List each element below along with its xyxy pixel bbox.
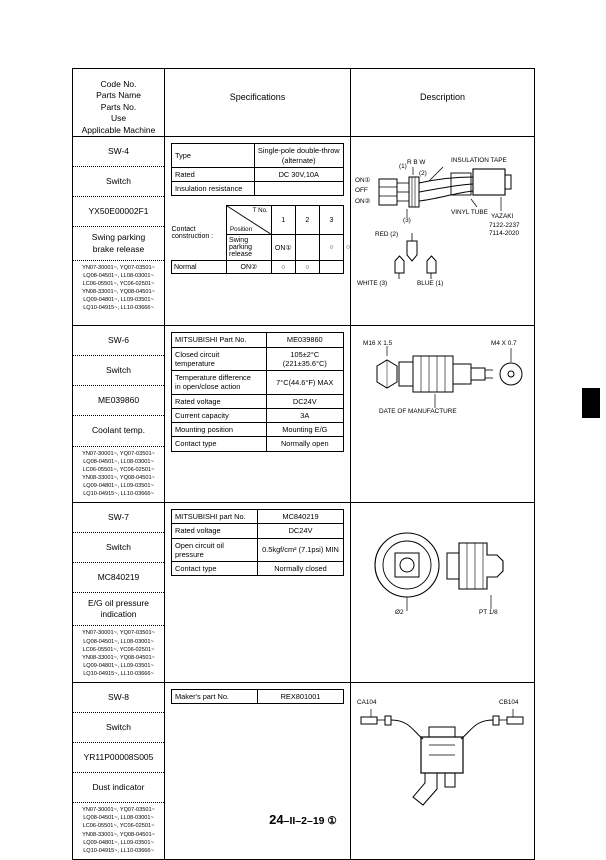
spec-value: Normally open: [266, 437, 343, 451]
parts-name-sw8: Switch: [73, 713, 164, 743]
label-red: RED (2): [375, 231, 398, 238]
spec-value-line1: Single-pole double-throw: [258, 146, 340, 155]
contact-construction-table-sw4: [171, 205, 344, 274]
spec-value: 0.5kgf/cm² (7.1psi) MIN: [258, 538, 344, 562]
spec-row: [172, 510, 344, 524]
page-footer: [0, 812, 606, 827]
spec-label: Maker's part No.: [172, 690, 258, 704]
machine-code: YN08-33001~, YQ08-04501~: [75, 831, 162, 839]
label-ca104: CA104: [357, 699, 377, 706]
spec-value: [266, 347, 343, 371]
spec-value: 3A: [266, 408, 343, 422]
spec-label: [172, 347, 267, 371]
spec-row: [172, 524, 344, 538]
label-thread-left: M16 X 1.5: [363, 340, 392, 347]
applicable-machine-sw4: [73, 261, 164, 317]
spec-value: DC24V: [258, 524, 344, 538]
spec-row: [172, 538, 344, 562]
label-insulation-tape: INSULATION TAPE: [451, 157, 507, 164]
label-wire-1: (1): [399, 163, 407, 170]
machine-code: LQ10-04915~, LL10-03666~: [75, 847, 162, 855]
parts-name-sw4: Switch: [73, 167, 164, 197]
spec-value-line2: (221±35.6°C): [270, 359, 340, 368]
applicable-machine-sw7: [73, 626, 164, 682]
label-wire-3: (3): [403, 217, 411, 224]
code-no-sw6: SW-6: [73, 326, 164, 356]
header-cell-identification: [73, 69, 165, 137]
table-row: [73, 503, 535, 683]
contact-row-label: Swing parking release: [227, 235, 272, 261]
pressure-switch-diagram: [351, 503, 533, 655]
machine-code: LQ10-04915~, LL10-03666~: [75, 304, 162, 312]
footer-chapter-number: 24: [269, 812, 283, 827]
header-description-label: Description: [351, 69, 534, 103]
machine-code: LC06-05501~, YC06-02501~: [75, 822, 162, 830]
machine-code: LQ09-04801~, LL09-03501~: [75, 662, 162, 670]
contact-mark: ○: [295, 261, 319, 274]
machine-code: YN08-33001~, YQ08-04501~: [75, 654, 162, 662]
parts-specification-table: [72, 68, 535, 860]
spec-label-line2: temperature: [175, 359, 263, 368]
spec-label: Current capacity: [172, 408, 267, 422]
use-sw7-line1: E/G oil pressure: [75, 598, 162, 609]
spec-value: MC840219: [258, 510, 344, 524]
description-cell-sw4: [351, 137, 535, 326]
spec-label: Type: [172, 144, 255, 168]
contact-construction-title: [172, 206, 227, 261]
machine-code: LC06-05501~, YC06-02501~: [75, 466, 162, 474]
table-row: [73, 683, 535, 860]
machine-code: YN08-33001~, YQ08-04501~: [75, 288, 162, 296]
parts-no-sw4: YX50E00002F1: [73, 197, 164, 227]
specifications-cell-sw7: [165, 503, 351, 683]
code-no-sw4: SW-4: [73, 137, 164, 167]
specifications-cell-sw4: [165, 137, 351, 326]
spec-value: DC24V: [266, 394, 343, 408]
spec-table-sw6: [171, 332, 344, 451]
spec-value-line1: 105±2°C: [270, 350, 340, 359]
machine-code: LQ08-04501~, LL08-03001~: [75, 638, 162, 646]
machine-code: YN07-30001~, YQ07-03501~: [75, 264, 162, 272]
header-parts-no: Parts No.: [73, 102, 164, 113]
spec-row: [172, 408, 344, 422]
parts-no-sw6: ME039860: [73, 386, 164, 416]
contact-axis-cell: [227, 206, 272, 235]
description-cell-sw7: [351, 503, 535, 683]
header-cell-description: [351, 69, 535, 137]
spec-value: Normally closed: [258, 562, 344, 576]
identification-cell-sw4: [73, 137, 165, 326]
spec-value: [254, 182, 343, 196]
identification-cell-sw6: [73, 326, 165, 503]
use-sw6: Coolant temp.: [73, 416, 164, 446]
spec-row: [172, 182, 344, 196]
specifications-cell-sw6: [165, 326, 351, 503]
table-header-row: [73, 69, 535, 137]
spec-row: [172, 371, 344, 395]
diagram-sw6: [351, 326, 533, 468]
table-row: [73, 137, 535, 326]
machine-code: LQ09-04801~, LL09-03501~: [75, 839, 162, 847]
label-cb104: CB104: [499, 699, 519, 706]
spec-label: Rated voltage: [172, 394, 267, 408]
spec-wrapper-sw4: [165, 137, 350, 280]
contact-col-1: 1: [271, 206, 295, 235]
contact-position-label: Position: [230, 226, 252, 233]
identification-cell-sw7: [73, 503, 165, 683]
label-date-of-manufacture: DATE OF MANUFACTURE: [379, 408, 457, 415]
spec-wrapper-sw6: [165, 326, 350, 457]
machine-code: LQ10-04915~, LL10-03666~: [75, 490, 162, 498]
label-blue: BLUE (1): [417, 280, 443, 287]
label-off: OFF: [355, 187, 368, 194]
diagram-sw4: [351, 137, 533, 325]
use-sw7: [73, 593, 164, 626]
spec-row: [172, 144, 344, 168]
spec-label-line2: pressure: [175, 550, 254, 559]
spec-value: Mounting E/G: [266, 423, 343, 437]
contact-title-line1: Contact: [172, 226, 225, 233]
contact-header-row: [172, 206, 344, 235]
header-specifications-label: Specifications: [165, 69, 350, 103]
header-cell-specifications: [165, 69, 351, 137]
spec-label: Rated voltage: [172, 524, 258, 538]
machine-code: LQ08-04501~, LL08-03001~: [75, 814, 162, 822]
machine-code: YN07-30001~, YQ07-03501~: [75, 450, 162, 458]
label-on2: ON②: [355, 198, 370, 205]
spec-label-line1: Closed circuit: [175, 350, 263, 359]
label-wire-2: (2): [419, 170, 427, 177]
spec-table-sw8: [171, 689, 344, 704]
machine-code: LQ08-04501~, LL08-03001~: [75, 272, 162, 280]
spec-value-line2: (alternate): [258, 156, 340, 165]
label-rbw: R B W: [407, 159, 425, 166]
spec-label-line1: Open circuit oil: [175, 541, 254, 550]
code-no-sw7: SW-7: [73, 503, 164, 533]
code-no-sw8: SW-8: [73, 683, 164, 713]
contact-mark: ○: [319, 235, 343, 261]
spec-label: Contact type: [172, 562, 258, 576]
diagram-sw8: [351, 683, 533, 819]
description-cell-sw6: [351, 326, 535, 503]
contact-mark: [319, 261, 343, 274]
use-sw4: [73, 227, 164, 260]
contact-row-on: ON①: [271, 235, 295, 261]
contact-row: [172, 261, 344, 274]
use-sw7-line2: indication: [75, 609, 162, 620]
spec-label: Contact type: [172, 437, 267, 451]
spec-wrapper-sw7: [165, 503, 350, 582]
spec-row: [172, 437, 344, 451]
machine-code: LC06-05501~, YC06-02501~: [75, 646, 162, 654]
contact-tno-label: T No.: [253, 207, 268, 214]
contact-mark: ○: [271, 261, 295, 274]
header-use: Use: [73, 113, 164, 124]
applicable-machine-sw6: [73, 447, 164, 503]
temperature-switch-diagram: [351, 326, 533, 468]
diagram-sw7: [351, 503, 533, 655]
label-vinyl-tube: VINYL TUBE: [451, 209, 488, 216]
identification-cell-sw8: [73, 683, 165, 860]
spec-table-sw7: [171, 509, 344, 576]
spec-row: [172, 690, 344, 704]
spec-value: REX801001: [258, 690, 344, 704]
contact-col-3: 3: [319, 206, 343, 235]
contact-col-2: 2: [295, 206, 319, 235]
spec-row: [172, 394, 344, 408]
spec-wrapper-sw8: [165, 683, 350, 710]
label-on1: ON①: [355, 177, 370, 184]
contact-row-label: Normal: [172, 261, 227, 274]
label-diameter: Ø2: [395, 609, 404, 616]
spec-label-line2: in open/close action: [175, 382, 263, 391]
parts-name-sw7: Switch: [73, 533, 164, 563]
parts-no-sw7: MC840219: [73, 563, 164, 593]
label-yazaki-part2: 7114-2020: [489, 230, 519, 237]
spec-label: Insulation resistance: [172, 182, 255, 196]
contact-title-line2: construction :: [172, 233, 225, 240]
spec-row: [172, 347, 344, 371]
description-cell-sw8: [351, 683, 535, 860]
table-row: [73, 326, 535, 503]
parts-name-sw6: Switch: [73, 356, 164, 386]
header-applicable-machine: Applicable Machine: [73, 125, 164, 136]
machine-code: YN07-30001~, YQ07-03501~: [75, 629, 162, 637]
use-sw4-line2: brake release: [75, 244, 162, 255]
spec-label: Mounting position: [172, 423, 267, 437]
spec-value: ME039860: [266, 333, 343, 347]
machine-code: LC06-05501~, YC06-02501~: [75, 280, 162, 288]
spec-value: [254, 144, 343, 168]
spec-label: MITSUBISHI part No.: [172, 510, 258, 524]
use-sw8: Dust indicator: [73, 773, 164, 803]
footer-section-number: –II–2–19 ①: [284, 815, 337, 827]
header-parts-name: Parts Name: [73, 90, 164, 101]
contact-mark: [295, 235, 319, 261]
page-edge-marker: [582, 388, 600, 418]
label-yazaki-part1: 7122-2237: [489, 222, 520, 229]
machine-code: LQ08-04501~, LL08-03001~: [75, 458, 162, 466]
spec-label: [172, 371, 267, 395]
spec-row: [172, 167, 344, 181]
machine-code: YN08-33001~, YQ08-04501~: [75, 474, 162, 482]
spec-value: DC 30V,10A: [254, 167, 343, 181]
spec-value: 7°C(44.6°F) MAX: [266, 371, 343, 395]
machine-code: LQ10-04915~, LL10-03666~: [75, 670, 162, 678]
label-white: WHITE (3): [357, 280, 387, 287]
machine-code: LQ09-04801~, LL09-03501~: [75, 482, 162, 490]
spec-label: Rated: [172, 167, 255, 181]
spec-label: [172, 538, 258, 562]
header-code-no: Code No.: [73, 79, 164, 90]
label-pt-thread: PT 1/8: [479, 609, 498, 616]
spec-row: [172, 423, 344, 437]
contact-row-on: ON②: [227, 261, 272, 274]
label-yazaki: YAZAKI: [491, 213, 513, 220]
machine-code: LQ09-04801~, LL09-03501~: [75, 296, 162, 304]
spec-table-sw4: [171, 143, 344, 196]
label-thread-right: M4 X 0.7: [491, 340, 517, 347]
machine-code: YN07-30001~, YQ07-03501~: [75, 806, 162, 814]
spec-row: [172, 333, 344, 347]
spec-label-line1: Temperature difference: [175, 373, 263, 382]
spec-label: MITSUBISHI Part No.: [172, 333, 267, 347]
specifications-cell-sw8: [165, 683, 351, 860]
use-sw4-line1: Swing parking: [75, 232, 162, 243]
spec-row: [172, 562, 344, 576]
parts-no-sw8: YR11P00008S005: [73, 743, 164, 773]
